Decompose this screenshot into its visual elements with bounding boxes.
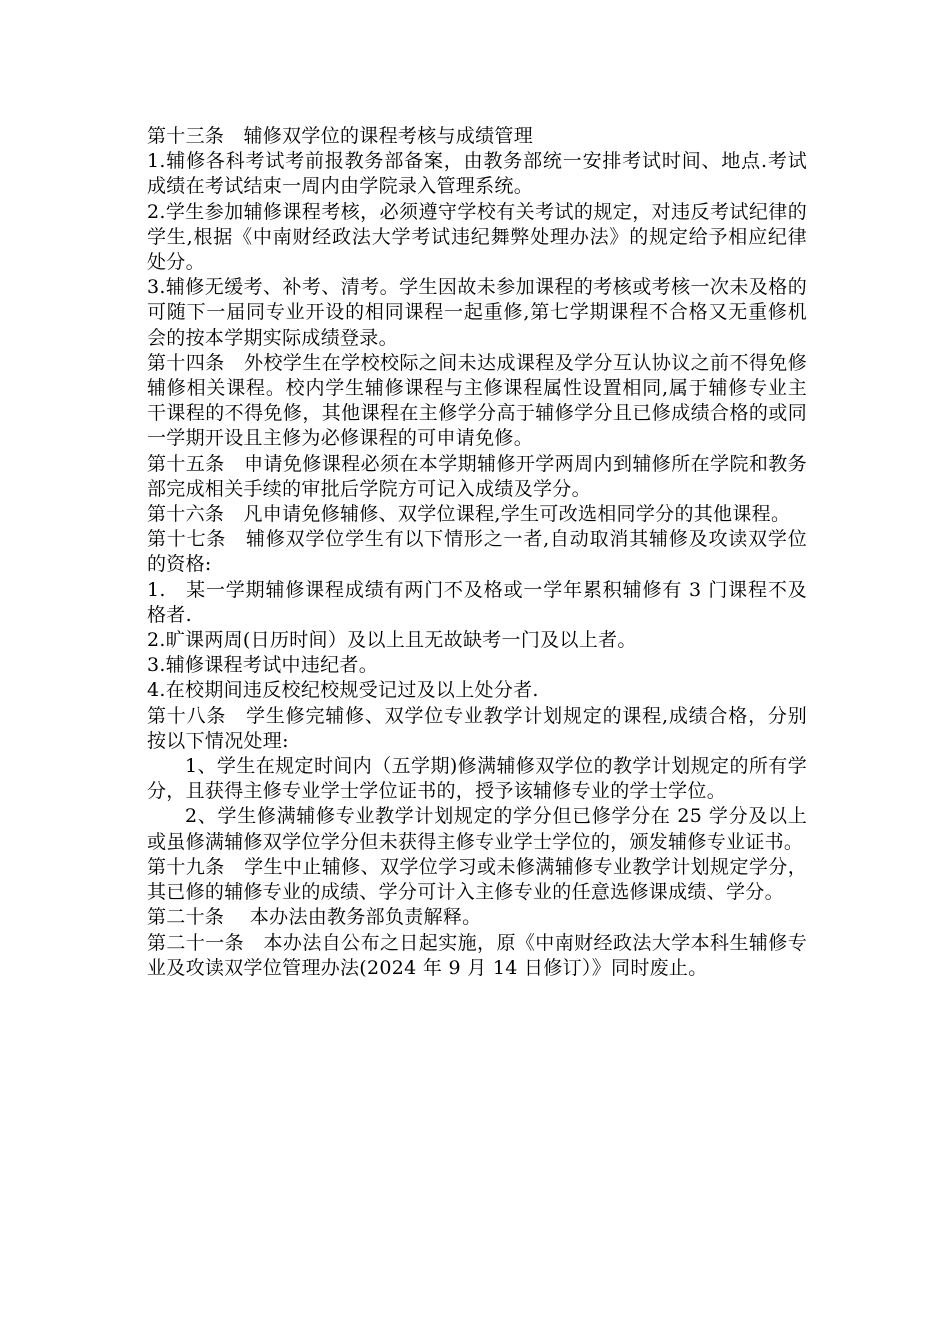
article-17-item-2: 2.旷课两周(日历时间）及以上且无故缺考一门及以上者。 bbox=[147, 629, 637, 652]
article-21: 第二十一条 本办法自公布之日起实施，原《中南财经政法大学本科生辅修专业及攻读双学位管理办法(2024 年 9 月 14 日修订）》同时废止。 bbox=[147, 931, 807, 979]
article-13-item-1: 1.辅修各科考试考前报教务部备案，由教务部统一安排考试时间、地点.考试成绩在考试结束一周内由学院录入管理系统。 bbox=[147, 150, 807, 198]
article-13-item-3: 3.辅修无缓考、补考、清考。学生因故未参加课程的考核或考核一次未及格的可随下一届同专业开设的相同课程一起重修,第七学期课程不合格又无重修机会的按本学期实际成绩登录。 bbox=[147, 276, 807, 349]
article-15: 第十五条 申请免修课程必须在本学期辅修开学两周内到辅修所在学院和教务部完成相关手续的审批后学院方可记入成绩及学分。 bbox=[147, 452, 807, 500]
article-17: 第十七条 辅修双学位学生有以下情形之一者,自动取消其辅修及攻读双学位的资格: bbox=[147, 528, 807, 576]
article-18-item-2: 2、学生修满辅修专业教学计划规定的学分但已修学分在 25 学分及以上或虽修满辅修双学位学分但未获得主修专业学士学位的，颁发辅修专业证书。 bbox=[147, 805, 807, 853]
article-19: 第十九条 学生中止辅修、双学位学习或未修满辅修专业教学计划规定学分，其已修的辅修专业的成绩、学分可计入主修专业的任意选修课成绩、学分。 bbox=[147, 855, 807, 904]
article-13-item-2: 2.学生参加辅修课程考核，必须遵守学校有关考试的规定，对违反考试纪律的学生,根据《中南财经政法大学考试违纪舞弊处理办法》的规定给予相应纪律处分。 bbox=[147, 200, 807, 274]
article-17-item-3: 3.辅修课程考试中违纪者。 bbox=[147, 654, 379, 677]
article-17-item-1: 1. 某一学期辅修课程成绩有两门不及格或一学年累积辅修有 3 门课程不及格者. bbox=[147, 578, 807, 626]
article-17-item-4: 4.在校期间违反校纪校规受记过及以上处分者. bbox=[147, 679, 539, 702]
article-20: 第二十条 本办法由教务部负责解释。 bbox=[147, 906, 482, 929]
article-18-item-1: 1、学生在规定时间内（五学期)修满辅修双学位的教学计划规定的所有学分，且获得主修专业学士学位证书的，授予该辅修专业的学士学位。 bbox=[147, 755, 807, 803]
article-16: 第十六条 凡申请免修辅修、双学位课程,学生可改选相同学分的其他课程。 bbox=[147, 503, 791, 526]
document-page bbox=[147, 124, 807, 981]
article-13-heading: 第十三条 辅修双学位的课程考核与成绩管理 bbox=[147, 125, 534, 147]
article-18: 第十八条 学生修完辅修、双学位专业教学计划规定的课程,成绩合格，分别按以下情况处理: bbox=[147, 704, 807, 752]
article-14: 第十四条 外校学生在学校校际之间未达成课程及学分互认协议之前不得免修辅修相关课程。校内学生辅修课程与主修课程属性设置相同,属于辅修专业主干课程的不得免修，其他课程在主修学分高于辅修学分且已修成绩合格的或同一学期开设且主修为必修课程的可申请免修。 bbox=[147, 351, 807, 450]
